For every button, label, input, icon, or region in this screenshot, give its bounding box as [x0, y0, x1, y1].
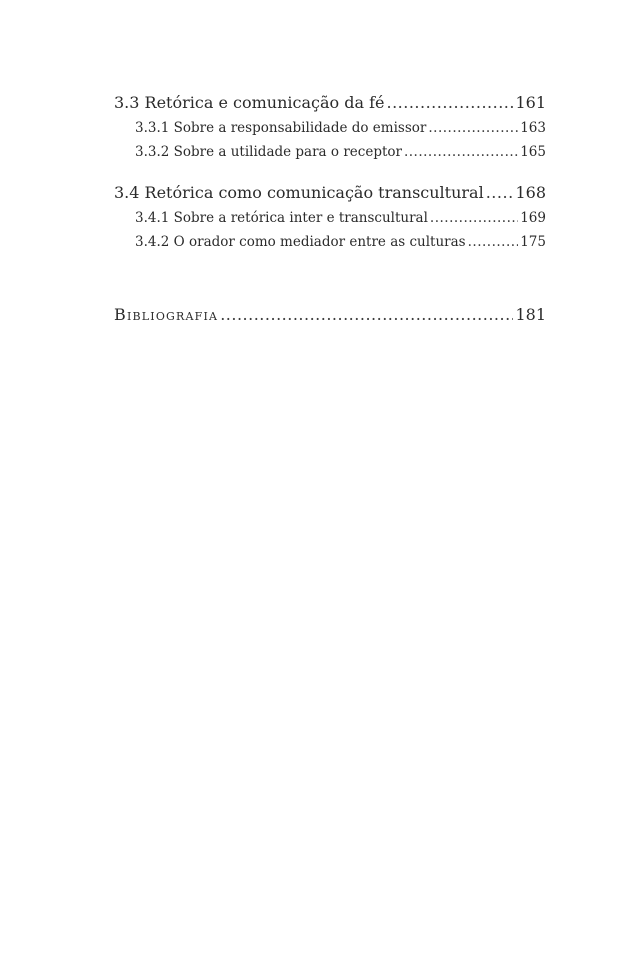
toc-page-number: 161: [515, 93, 546, 112]
dot-leader: [468, 230, 519, 254]
toc-page-number: 169: [520, 210, 546, 226]
dot-leader: [430, 206, 518, 230]
toc-entry-title: 3.3.1 Sobre a responsabilidade do emissor: [135, 120, 427, 136]
dot-leader: [220, 302, 513, 328]
toc-entry-title: 3.4.1 Sobre a retórica inter e transcultural: [135, 210, 428, 226]
dot-leader: [386, 90, 513, 116]
toc-entry-3-4-1: [114, 206, 546, 230]
toc-entry-bibliography: [114, 302, 546, 328]
toc-entry-3-4: [114, 180, 546, 206]
toc-entry-title: 3.3.2 Sobre a utilidade para o receptor: [135, 144, 402, 160]
toc-entry-3-3-1: [114, 116, 546, 140]
spacer: [114, 164, 546, 180]
toc-page-number: 163: [520, 120, 546, 136]
toc-entry-title: 3.3 Retórica e comunicação da fé: [114, 93, 385, 112]
toc-page-number: 175: [520, 234, 546, 250]
toc-entry-title: 3.4.2 O orador como mediador entre as culturas: [135, 234, 466, 250]
dot-leader: [486, 180, 514, 206]
table-of-contents: [114, 90, 546, 328]
toc-entry-title: 3.4 Retórica como comunicação transcultural: [114, 183, 484, 202]
dot-leader: [404, 140, 518, 164]
toc-entry-title: Bibliografia: [114, 305, 219, 324]
spacer: [114, 254, 546, 302]
toc-page-number: 165: [520, 144, 546, 160]
toc-entry-3-3-2: [114, 140, 546, 164]
toc-entry-3-4-2: [114, 230, 546, 254]
dot-leader: [428, 116, 518, 140]
toc-entry-3-3: [114, 90, 546, 116]
toc-page-number: 181: [515, 305, 546, 324]
toc-page-number: 168: [515, 183, 546, 202]
